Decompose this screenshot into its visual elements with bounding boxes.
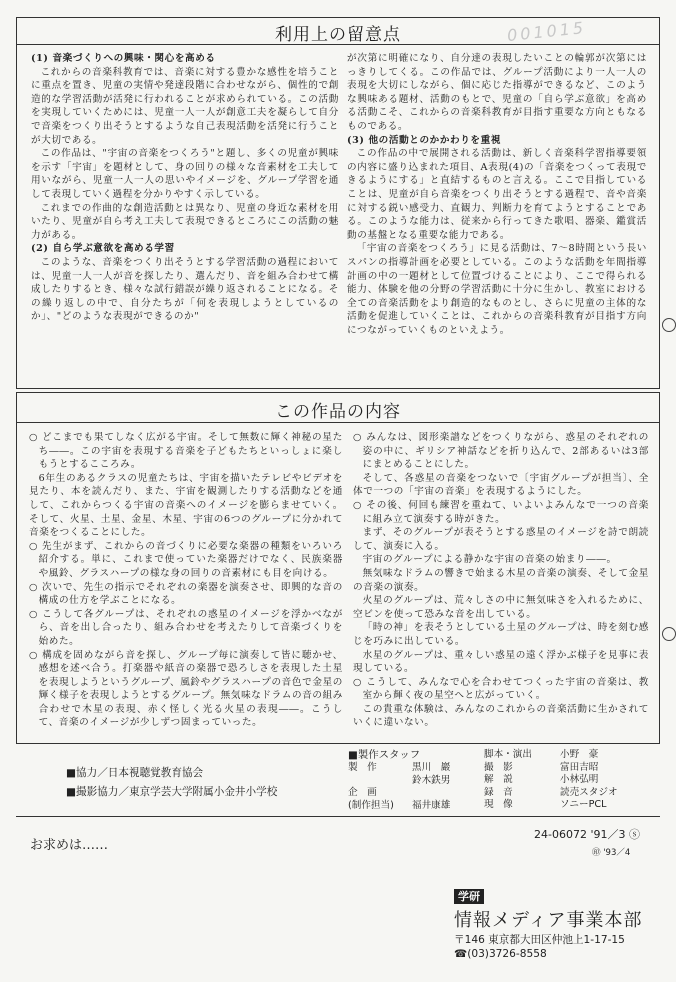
paragraph: ○ 構成を固めながら音を探し、グループ毎に演奏して皆に聴かせ、感想を述べ合う。打楽器や紙音の楽器で恐ろしさを表現した土星を表現しようというグループ、風鈴やグラスハープの音色で金星の輝く様子を表現しようとするグループ。無気味なドラムの音の組み合わせで木星の表現、赤く怪しく光る火星の表現――。こうして、音楽のイメージが少しずつ固まっていった。: [29, 649, 343, 729]
paragraph: ○ その後、何回も練習を重ねて、いよいよみんなで一つの音楽に組み立て演奏する時がきた。: [353, 499, 649, 525]
title-divider: [17, 422, 659, 423]
staff-name: 富田吉昭: [560, 761, 599, 773]
company-address: 〒146 東京都大田区仲池上1-17-15: [454, 934, 625, 946]
staff-role: 脚本・演出: [484, 749, 532, 760]
stamp-number: 001015: [506, 17, 587, 46]
paragraph: 無気味なドラムの響きで始まる木星の音楽の演奏、そして金星の音楽の演奏。: [353, 567, 649, 593]
title-divider: [17, 44, 659, 45]
content-section: [16, 392, 660, 744]
notes-section: [16, 17, 660, 389]
subheading: (2) 自ら学ぶ意欲を高める学習: [31, 243, 175, 255]
staff-name: 小野 豪: [560, 749, 599, 760]
binder-hole-bottom: [662, 627, 676, 641]
paragraph: この作品は、"宇宙の音楽をつくろう"と題し、多くの児童が興味を示す「宇宙」を題材として、身の回りの様々な音素材を工夫して用いながら、児童一人一人の思いやイメージを、グループ学習を通して表現していく過程を分かりやすく示している。: [31, 148, 339, 200]
staff-list-right: [484, 749, 654, 812]
staff-name: 鈴木鉄男: [412, 774, 451, 786]
staff-list-left: [348, 762, 478, 812]
staff-role: 企 画: [348, 787, 377, 799]
staff-row: [484, 799, 654, 812]
subheading: (3) 他の活動とのかかわりを重視: [347, 134, 502, 146]
staff-name: ソニーPCL: [560, 799, 607, 811]
paragraph: 水星のグループは、重々しい惑星の遠く浮かぶ様子を見事に表現している。: [353, 649, 649, 675]
paragraph: まず、そのグループが表そうとする惑星のイメージを詩で朗読して、演奏に入る。: [353, 527, 649, 552]
paragraph: これからの音楽科教育では、音楽に対する豊かな感性を培うことに重点を置き、児童の実情や発達段階に合わせながら、個性的で創造的な学習活動が活発に行われることが求められている。この活動を実現していくためには、児童一人一人が創意工夫を凝らして自分で音楽をつくり出そうとするような自己表現活動を活発に行うことが大切である。: [31, 66, 339, 146]
paragraph: ○ こうして各グループは、それぞれの惑星のイメージを浮かべながら、音を出し合ったり、組み合わせを考えたりして音楽づくりを始めた。: [29, 608, 343, 647]
paragraph: そして、各惑星の音楽をつないで〔宇宙グループが担当〕、全体で一つの「宇宙の音楽」を表現するようにした。: [353, 472, 649, 498]
staff-name: 読売スタジオ: [560, 786, 618, 798]
staff-role: 撮 影: [484, 761, 513, 773]
paragraph: 火星のグループは、荒々しさの中に無気味さを入れるために、空ビンを使って恐みな音を出している。: [353, 595, 649, 620]
paragraph: 宇宙のグループによる静かな宇宙の音楽の始まり――。: [362, 554, 617, 566]
paragraph: 「宇宙の音楽をつくろう」に見る活動は、7〜8時間という長いスパンの指導計画を必要としている。このような活動を年間指導計画の中の一題材として位置づけることにより、ここで得られる能力、体験を他の分野の学習活動に十分に生かし、教室における全ての音楽活動をより創造的なものとし、さらに児童の主体的な活動を促進していくことは、これからの音楽科教育が目指す方向につながっていくものといえよう。: [347, 243, 647, 336]
order-label: お求めは……: [30, 838, 109, 853]
binder-hole-top: [662, 318, 676, 332]
company-phone: ☎(03)3726-8558: [454, 948, 547, 960]
staff-role: [348, 775, 412, 788]
paragraph: これまでの作曲的な創造活動とは異なり、児童の身近な素材を用いたり、児童が自ら考え工夫して表現できるところにこの活動の魅力がある。: [31, 202, 339, 241]
paragraph: この作品の中で展開される活動は、新しく音楽科学習指導要領の内容に盛り込まれた項目、A表現(4)の「音楽をつくって表現できるようにする」と直結するものと言える。ここで目指していることは、児童が自ら音楽をつくり出そうとする過程で、音や音楽に対する鋭い感受力、直観力、判断力を育てようとすることである。このような能力は、従来から行ってきた歌唱、器楽、鑑賞活動の基盤となる重要な能力である。: [347, 148, 647, 241]
gakken-logo: 学研: [454, 889, 484, 904]
paragraph: このような、音楽をつくり出そうとする学習活動の過程においては、児童一人一人が音を探したり、選んだり、音を組み合わせて構成したりするとき、様々な試行錯誤が繰り返されることになる。その繰り返しの中で、自分たちが「何を表現しようとしているのか」、"どのような表現ができるのか": [31, 256, 339, 323]
content-left-column: [29, 431, 343, 730]
staff-role: 現 像: [484, 799, 513, 811]
staff-role: 解 説: [484, 774, 513, 786]
staff-heading: ■製作スタッフ: [348, 749, 421, 761]
notes-title: 利用上の留意点: [275, 25, 401, 45]
paragraph: 6年生のあるクラスの児童たちは、宇宙を描いたテレビやビデオを見たり、本を読んだり、また、宇宙を観測したりする活動などを通して、これからつくる宇宙の音楽へのイメージを膨らませていく。そして、火星、土星、金星、木星、宇宙の6つのグループに分かれて音楽をつくることにした。: [29, 472, 343, 539]
paragraph: ○ どこまでも果てしなく広がる宇宙。そして無数に輝く神秘の星たち――。この宇宙を表現する音楽を子どもたちといっしょに楽しもうとするこころみ。: [29, 432, 343, 471]
staff-row: [348, 800, 478, 813]
paragraph: 「時の神」を表そうとしている土星のグループは、時を刻む感じを巧みに出している。: [353, 622, 649, 647]
staff-role: 製 作: [348, 762, 377, 773]
staff-name: 黒川 巖: [412, 762, 451, 773]
staff-row: [348, 787, 478, 800]
notes-left-column: [31, 52, 339, 324]
paragraph: ○ 次いで、先生の指示でそれぞれの楽器を演奏させ、即興的な音の構成の仕方を学ぶことになる。: [29, 581, 343, 607]
notes-right-column: [347, 52, 647, 337]
company-name: 情報メディア事業本部: [454, 910, 643, 931]
paragraph: ○ こうして、みんなで心を合わせてつくった宇宙の音楽は、教室から輝く夜の星空へと広がっていく。: [353, 676, 649, 702]
staff-name: 小林弘明: [560, 774, 599, 786]
staff-row: [484, 749, 654, 762]
subheading: (1) 音楽づくりへの興味・関心を高める: [31, 53, 216, 64]
reprint-date: ㊞ '93／4: [592, 848, 631, 858]
staff-role: 録 音: [484, 786, 513, 798]
cooperation-credit: ■協力／日本視聴覚教育協会: [66, 767, 204, 779]
staff-row: [348, 775, 478, 788]
paragraph: が次第に明確になり、自分達の表現したいことの輪郭が次第にはっきりしてくる。この作品では、グループ活動により一人一人の表現を大切にしながら、個に応じた指導ができるなど、このような興味ある題材、活動のもとで、児童の「自ら学ぶ意欲」を高める活動こそ、これからの音楽科教育が目指す重要な方向ともなるものである。: [347, 53, 647, 132]
content-title: この作品の内容: [275, 402, 401, 422]
staff-name: 福井康雄: [412, 799, 451, 811]
staff-row: [348, 762, 478, 775]
staff-role: (制作担当): [348, 799, 394, 811]
paragraph: この貴重な体験は、みんなのこれからの音楽活動に生かされていくに違いない。: [353, 703, 649, 729]
paragraph: ○ 先生がまず、これからの音づくりに必要な楽器の種類をいろいろ紹介する。単に、これまで使っていた楽器だけでなく、民族楽器や風鈴、グラスハープの様な身の回りの音素材にも目を向ける。: [29, 540, 343, 579]
staff-row: [484, 774, 654, 787]
staff-row: [484, 762, 654, 775]
paragraph: ○ みんなは、図形楽譜などをつくりながら、惑星のそれぞれの姿の中に、ギリシア神話などを折り込んで、2部あるいは3部にまとめることにした。: [353, 432, 649, 471]
product-code: 24-06072 '91／3 ⓢ: [534, 828, 640, 841]
footer-divider: [16, 816, 660, 817]
filming-cooperation-credit: ■撮影協力／東京学芸大学附属小金井小学校: [66, 786, 278, 798]
content-right-column: [353, 431, 649, 730]
staff-row: [484, 787, 654, 800]
